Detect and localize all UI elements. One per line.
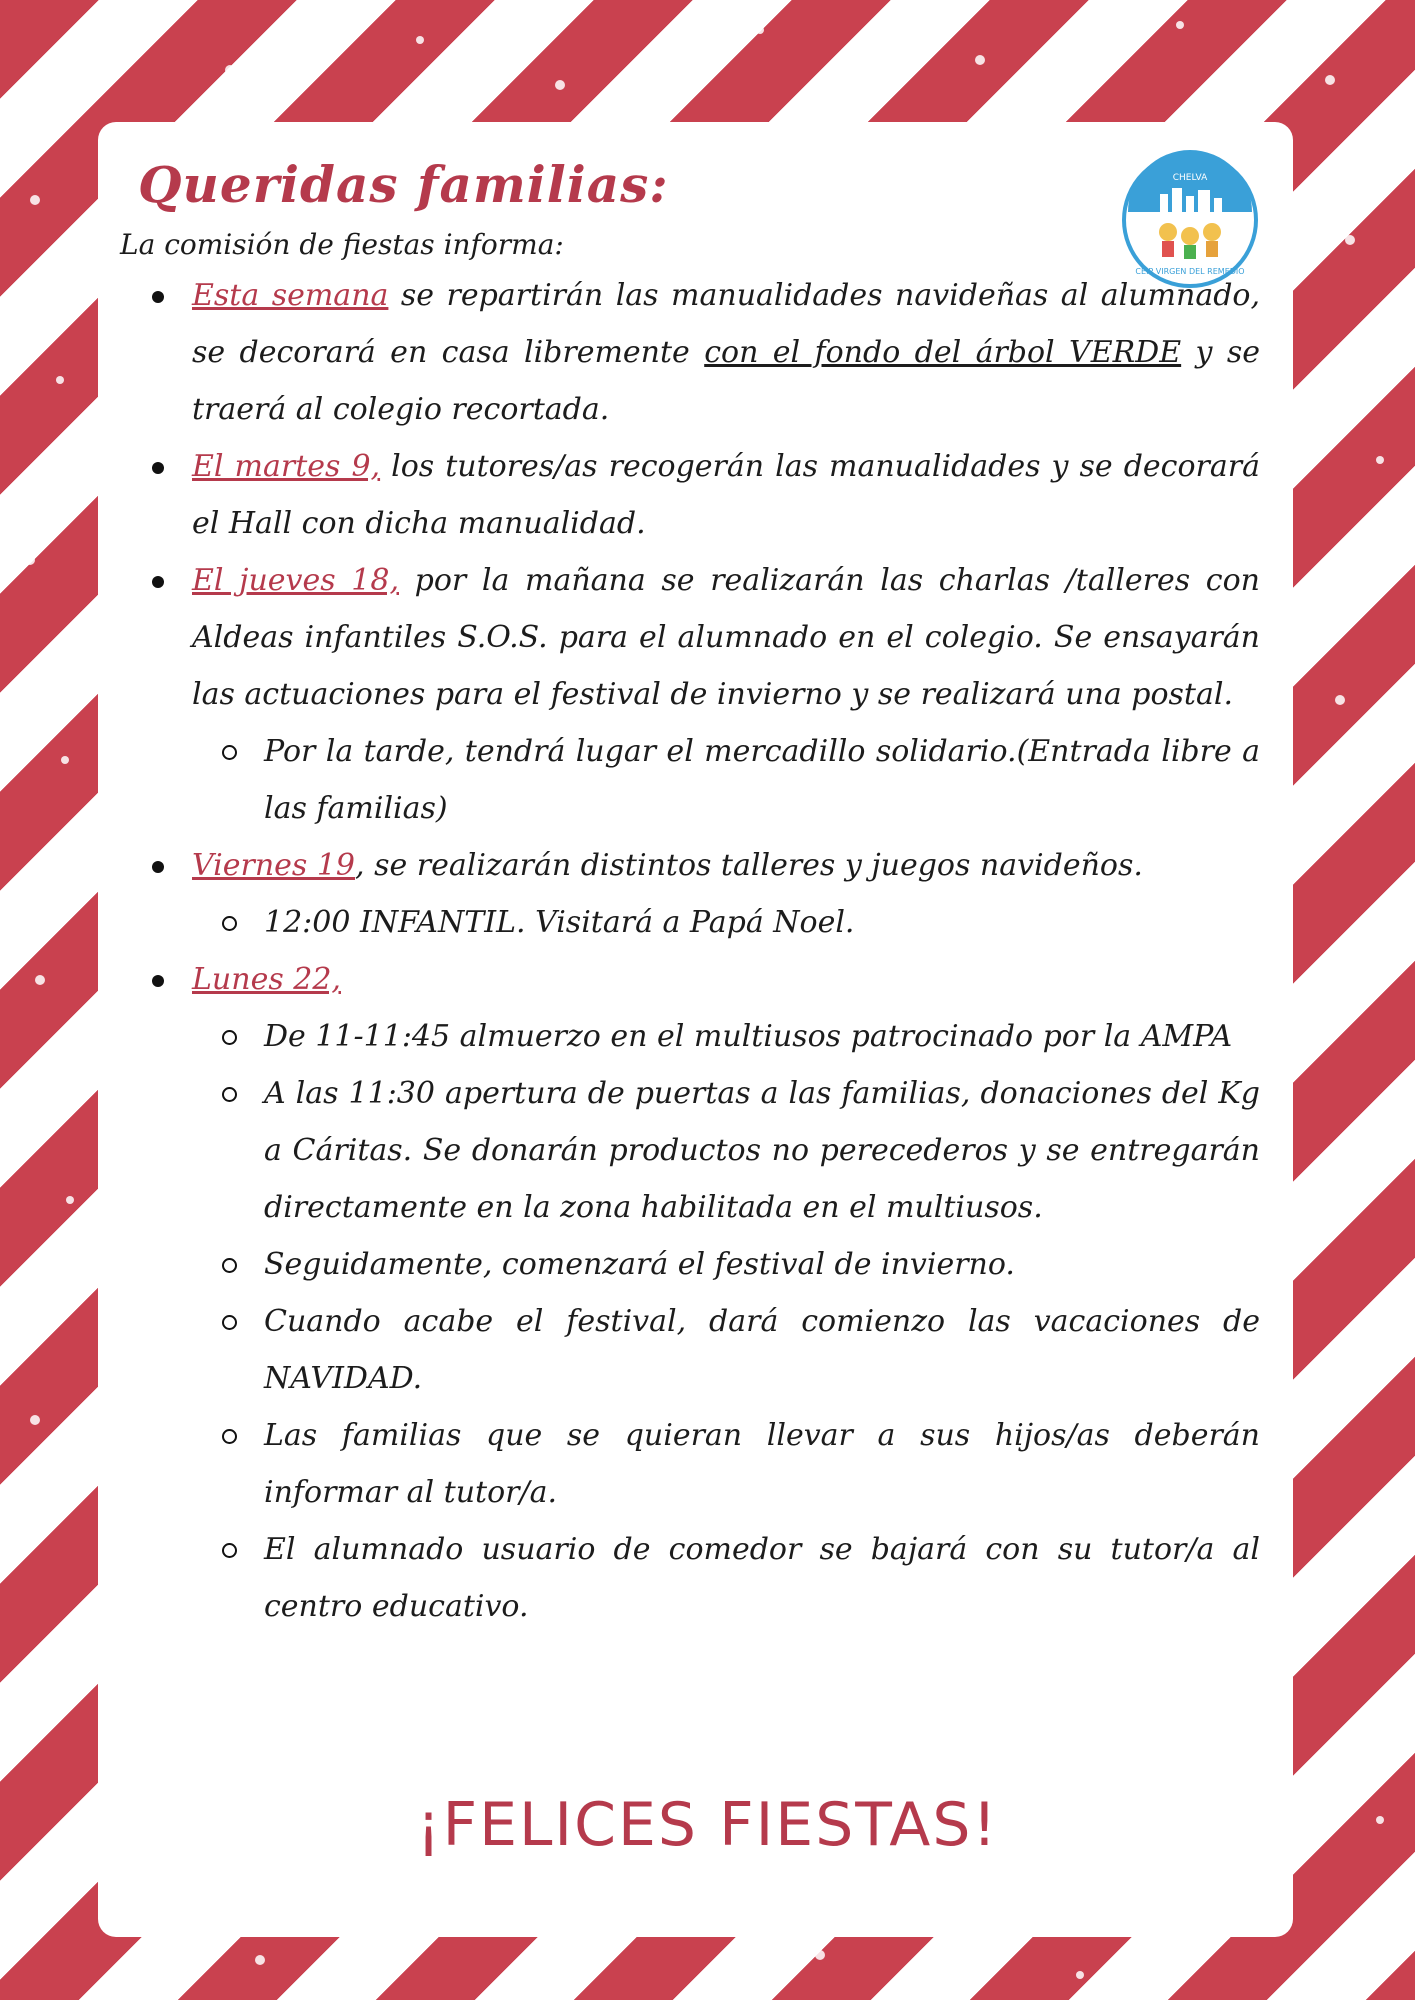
circle-bullet-icon (222, 1258, 237, 1273)
page-title: Queridas familias: (138, 155, 669, 214)
sub-list-item: De 11-11:45 almuerzo en el multiusos patrocinado por la AMPA (120, 1008, 1260, 1065)
bullet-icon (152, 291, 164, 303)
logo-bottom-text: CEIP VIRGEN DEL REMEDIO (1135, 267, 1245, 276)
item-text: por la mañana se realizarán las charlas /talleres con Aldeas infantiles S.O.S. para el alumnado en el colegio. Se ensayarán las actuaciones para el festival de invierno y se realizará una postal. (192, 563, 1260, 712)
letter-content (120, 155, 1260, 1635)
circle-bullet-icon (222, 1030, 237, 1045)
sub-list-item: Seguidamente, comenzará el festival de invierno. (120, 1236, 1260, 1293)
item-highlight: El jueves 18, (192, 563, 399, 598)
footer-greeting: ¡FELICES FIESTAS! (416, 1790, 999, 1860)
item-text: se repartirán las manualidades navideñas al alumnado, se decorará en casa libremente (192, 278, 1260, 370)
sub-list-item: A las 11:30 apertura de puertas a las familias, donaciones del Kg a Cáritas. Se donarán productos no perecederos y se entregarán directamente en la zona habilitada en el multiusos. (120, 1065, 1260, 1236)
list-item (120, 837, 1260, 894)
sub-list-item: Las familias que se quieran llevar a sus hijos/as deberán informar al tutor/a. (120, 1407, 1260, 1521)
item-text: , se realizarán distintos talleres y juegos navideños. (355, 848, 1143, 883)
logo-top-text: CHELVA (1172, 173, 1208, 183)
circle-bullet-icon (222, 745, 237, 760)
sub-list (120, 1008, 1260, 1635)
bullet-icon (152, 975, 164, 987)
item-highlight: Viernes 19 (192, 848, 356, 883)
item-highlight: El martes 9, (192, 449, 381, 484)
sub-list-item: 12:00 INFANTIL. Visitará a Papá Noel. (120, 894, 1260, 951)
item-highlight: Esta semana (192, 278, 389, 313)
circle-bullet-icon (222, 916, 237, 931)
bullet-icon (152, 861, 164, 873)
event-list (120, 267, 1260, 1635)
item-text: y se traerá al colegio recortada. (192, 335, 1261, 427)
sub-list (120, 723, 1260, 837)
list-item (120, 438, 1260, 552)
item-highlight: Lunes 22, (192, 962, 341, 997)
circle-bullet-icon (222, 1429, 237, 1444)
bullet-icon (152, 462, 164, 474)
sub-list-item: El alumnado usuario de comedor se bajará con su tutor/a al centro educativo. (120, 1521, 1260, 1635)
sub-list-item: Cuando acabe el festival, dará comienzo las vacaciones de NAVIDAD. (120, 1293, 1260, 1407)
list-item (120, 267, 1260, 438)
item-text: los tutores/as recogerán las manualidades y se decorará el Hall con dicha manualidad. (192, 449, 1260, 541)
item-underline: con el fondo del árbol VERDE (704, 335, 1182, 370)
circle-bullet-icon (222, 1087, 237, 1102)
intro-text: La comisión de fiestas informa: (120, 228, 564, 261)
list-item (120, 552, 1260, 723)
sub-list (120, 894, 1260, 951)
sub-list-item: Por la tarde, tendrá lugar el mercadillo solidario.(Entrada libre a las familias) (120, 723, 1260, 837)
circle-bullet-icon (222, 1543, 237, 1558)
bullet-icon (152, 576, 164, 588)
list-item (120, 951, 1260, 1008)
circle-bullet-icon (222, 1315, 237, 1330)
